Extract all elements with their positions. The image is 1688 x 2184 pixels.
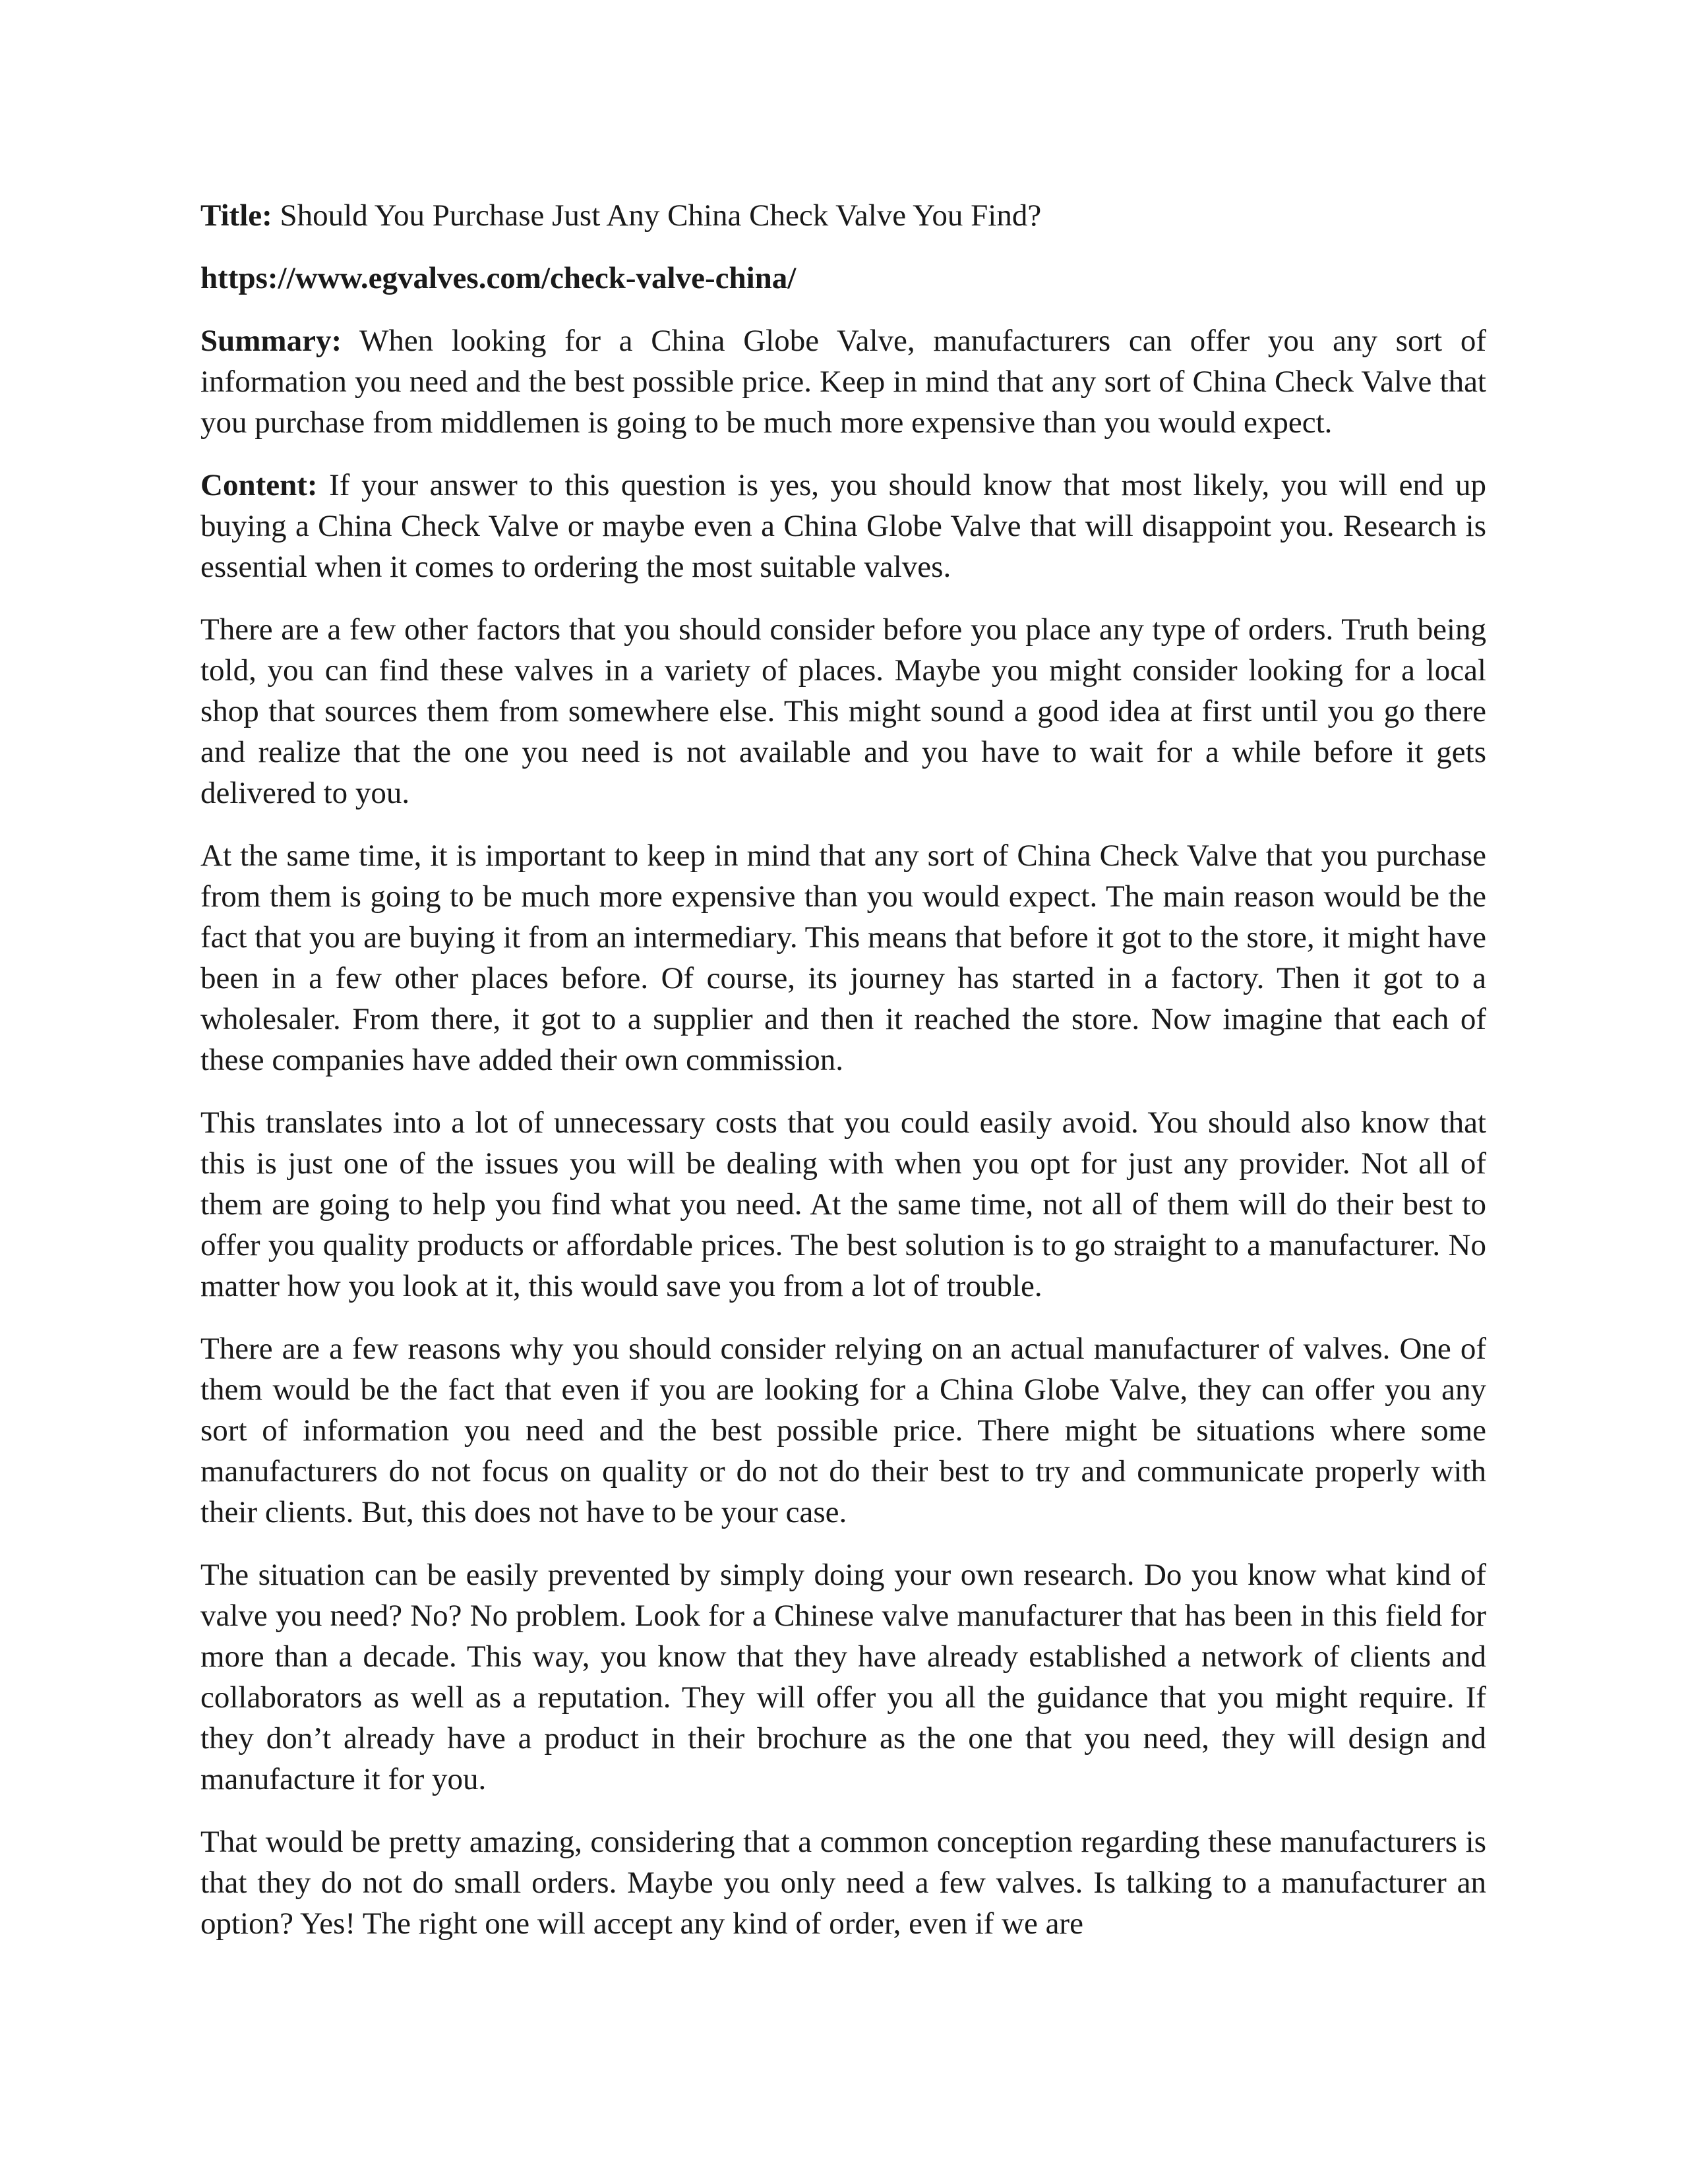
summary-label: Summary: — [200, 324, 342, 358]
body-paragraph-2: At the same time, it is important to keep in mind that any sort of China Check Valve that you purchase from them is going to be much more expensive than you would expect. The main reason would be the fact that you are buying it from an intermediary. This means that before it got to the store, it might have been in a few other places before. Of course, its journey has started in a factory. Then it got to a wholesaler. From there, it got to a supplier and then it reached the store. Now imagine that each of these companies have added their own commission. — [200, 839, 1486, 1077]
summary-text: When looking for a China Globe Valve, manufacturers can offer you any sort of information you need and the best possible price. Keep in mind that any sort of China Check Valve that you purchase from middlemen is going to be much more expensive than you would expect. — [200, 324, 1487, 440]
url-line — [200, 258, 1486, 299]
body-paragraph-3: This translates into a lot of unnecessary costs that you could easily avoid. You should also know that this is just one of the issues you will be dealing with when you opt for just any provider. Not all of them are going to help you find what you need. At the same time, not all of them will do their best to offer you quality products or affordable prices. The best solution is to go straight to a manufacturer. No matter how you look at it, this would save you from a lot of trouble. — [200, 1106, 1486, 1303]
body-paragraph-4: There are a few reasons why you should consider relying on an actual manufacturer of valves. One of them would be the fact that even if you are looking for a China Globe Valve, they can offer you any sort of information you need and the best possible price. There might be situations where some manufacturers do not focus on quality or do not do their best to try and communicate properly with their clients. But, this does not have to be your case. — [200, 1332, 1486, 1529]
body-paragraph-5: The situation can be easily prevented by simply doing your own research. Do you know what kind of valve you need? No? No problem. Look for a Chinese valve manufacturer that has been in this field for more than a decade. This way, you know that they have already established a network of clients and collaborators as well as a reputation. They will offer you all the guidance that you might require. If they don’t already have a product in their brochure as the one that you need, they will design and manufacture it for you. — [200, 1558, 1486, 1796]
document-body — [200, 195, 1486, 1944]
source-url: https://www.egvalves.com/check-valve-china/ — [200, 261, 797, 295]
summary-paragraph — [200, 320, 1486, 443]
body-paragraph-6: That would be pretty amazing, considering that a common conception regarding these manufacturers is that they do not do small orders. Maybe you only need a few valves. Is talking to a manufacturer an option? Yes! The right one will accept any kind of order, even if we are — [200, 1825, 1486, 1941]
content-text: If your answer to this question is yes, you should know that most likely, you will end up buying a China Check Valve or maybe even a China Globe Valve that will disappoint you. Research is essential when it comes to ordering the most suitable valves. — [200, 468, 1486, 584]
title-line — [200, 195, 1486, 236]
title-label: Title: — [200, 198, 272, 233]
content-paragraph — [200, 465, 1486, 587]
body-paragraph-1: There are a few other factors that you should consider before you place any type of orders. Truth being told, you can find these valves in a variety of places. Maybe you might consider looking for a local shop that sources them from somewhere else. This might sound a good idea at first until you go there and realize that the one you need is not available and you have to wait for a while before it gets delivered to you. — [200, 612, 1486, 810]
title-text: Should You Purchase Just Any China Check Valve You Find? — [280, 198, 1042, 233]
content-label: Content: — [200, 468, 318, 502]
